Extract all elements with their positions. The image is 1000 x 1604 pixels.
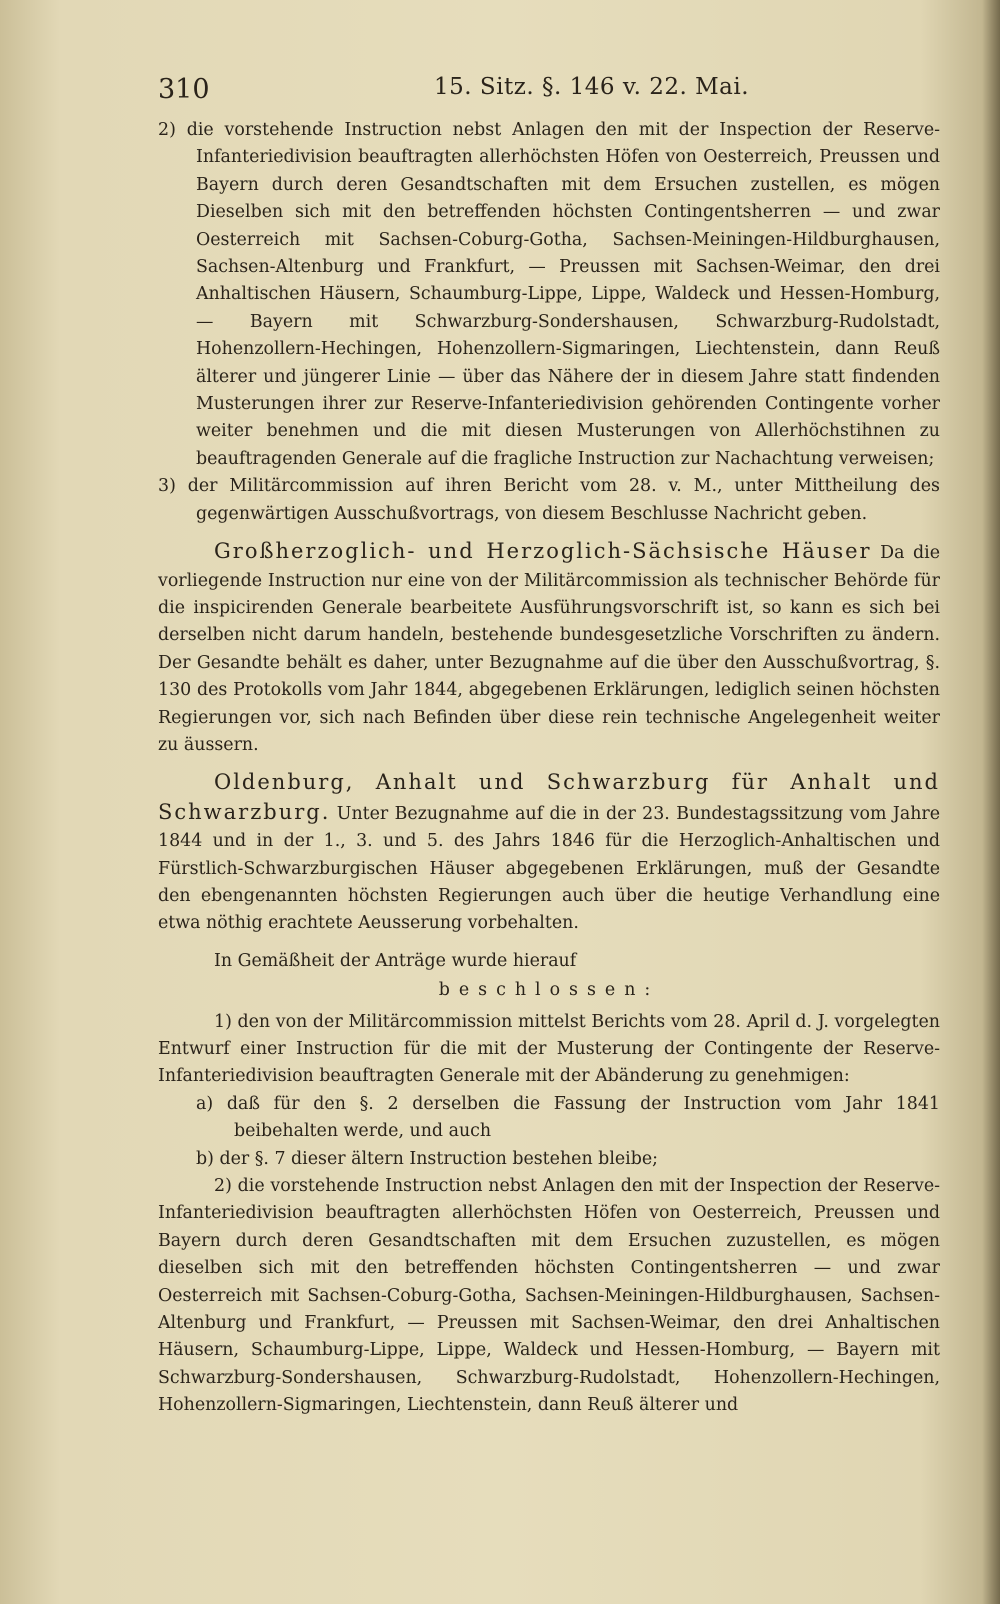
resolution-1a: a) daß für den §. 2 derselben die Fassung der Instruction vom Jahr 1841 beibehalten werde, und auch bbox=[196, 1093, 940, 1142]
page-number: 310 bbox=[158, 74, 210, 105]
resolution-1b: b) der §. 7 dieser ältern Instruction bestehen bleibe; bbox=[196, 1148, 659, 1169]
page-edge-shadow bbox=[982, 0, 1000, 1604]
resolution-1: 1) den von der Militärcommission mittelst Berichts vom 28. April d. J. vorgelegten Entwurf einer Instruction für die mit der Musterung der Contingente der Reserve-Infanteriedivision beauftragten Generale mit der Abänderung zu genehmigen: bbox=[158, 1011, 940, 1087]
page-header bbox=[158, 74, 938, 110]
item-2-top: 2) die vorstehende Instruction nebst Anlagen den mit der Inspection der Reserve-Infanteriedivision beauftragten allerhöchsten Höfen von Oesterreich, Preussen und Bayern durch deren Gesandtschaften mit dem Ersuchen zustellen, es mögen Dieselben sich mit den betreffenden höchsten Contingentsherren — und zwar Oesterreich mit Sachsen-Coburg-Gotha, Sachsen-Meiningen-Hildburghausen, Sachsen-Altenburg und Frankfurt, — Preussen mit Sachsen-Weimar, den drei Anhaltischen Häusern, Schaumburg-Lippe, Lippe, Waldeck und Hessen-Homburg, — Bayern mit Schwarzburg-Sondershausen, Schwarzburg-Rudolstadt, Hohenzollern-Hechingen, Hohenzollern-Sigmaringen, Liechtenstein, dann Reuß älterer und jüngerer Linie — über das Nähere der in diesem Jahre statt findenden Musterungen ihrer zur Reserve-Infanteriedivision gehörenden Contingente vorher weiter benehmen und die mit diesen Musterungen von Allerhöchstihnen zu beauftragenden Generale auf die fragliche Instruction zur Nachachtung verweisen; bbox=[158, 120, 940, 469]
oldenburg-text: Unter Bezugnahme auf die in der 23. Bundestagssitzung vom Jahre 1844 und in der 1., 3. und 5. des Jahrs 1846 für die Herzoglich-Anhaltischen und Fürstlich-Schwarzburgischen Häuser abgegebenen Erklärungen, muß der Gesandte den ebengenannten höchsten Regierungen auch über die heutige Verhandlung eine etwa nöthig erachtete Aeusserung vorbehalten. bbox=[158, 803, 940, 934]
saxon-text: Da die vorliegende Instruction nur eine von der Militärcommission als technischer Behörde für die inspicirenden Generale bearbeitete Ausführungsvorschrift ist, so kann es sich bei derselben nicht darum handeln, bestehende bundesgesetzliche Vorschriften zu ändern. Der Gesandte behält es daher, unter Bezugnahme auf die über den Ausschußvortrag, §. 130 des Protokolls vom Jahr 1844, abgegebenen Erklärungen, lediglich seinen höchsten Regierungen vor, sich nach Befinden über diese rein technische Angelegenheit weiter zu äussern. bbox=[158, 543, 940, 755]
body-text bbox=[158, 117, 940, 1420]
oldenburg-paragraph bbox=[158, 769, 940, 937]
running-head: 15. Sitz. §. 146 v. 22. Mai. bbox=[434, 74, 750, 100]
resolved-heading: beschlossen: bbox=[438, 980, 660, 1001]
saxon-paragraph bbox=[158, 538, 940, 759]
saxon-rubric: Großherzoglich- und Herzoglich-Sächsische Häuser bbox=[214, 539, 872, 564]
resolution-2: 2) die vorstehende Instruction nebst Anlagen den mit der Inspection der Reserve-Infanteriedivision beauftragten allerhöchsten Höfen von Oesterreich, Preussen und Bayern durch deren Gesandtschaften mit dem Ersuchen zuzustellen, es mögen dieselben sich mit den betreffenden höchsten Contingentsherren — und zwar Oesterreich mit Sachsen-Coburg-Gotha, Sachsen-Meiningen-Hildburghausen, Sachsen-Altenburg und Frankfurt, — Preussen mit Sachsen-Weimar, den drei Anhaltischen Häusern, Schaumburg-Lippe, Lippe, Waldeck und Hessen-Homburg, — Bayern mit Schwarzburg-Sondershausen, Schwarzburg-Rudolstadt, Hohenzollern-Hechingen, Hohenzollern-Sigmaringen, Liechtenstein, dann Reuß älterer und bbox=[158, 1176, 940, 1416]
item-3-top: 3) der Militärcommission auf ihren Bericht vom 28. v. M., unter Mittheilung des gegenwärtigen Ausschußvortrags, von diesem Beschlusse Nachricht geben. bbox=[158, 476, 940, 524]
resolution-intro: In Gemäßheit der Anträge wurde hierauf bbox=[214, 950, 577, 971]
oldenburg-rubric: Oldenburg, Anhalt und Schwarzburg für Anhalt und Schwarzburg. bbox=[158, 770, 940, 824]
